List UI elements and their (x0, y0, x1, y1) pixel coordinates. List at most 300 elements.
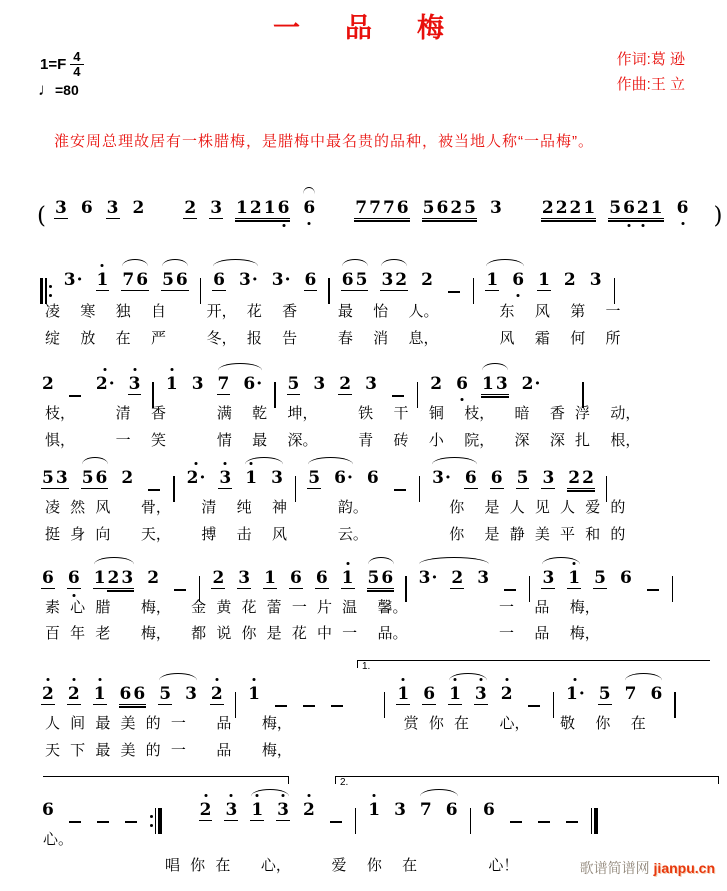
time-signature: $\frac{4}{4}$ (70, 50, 83, 80)
note-group (218, 468, 232, 489)
note-group (41, 800, 55, 820)
note: 2 (451, 568, 464, 588)
note-group (302, 198, 316, 218)
slur-arc (625, 673, 662, 682)
slur-arc (368, 557, 394, 566)
lyrics-line: 凌 寒 独 自 开， 花 香 最 怡 人。 东 风 第 一 (45, 303, 621, 320)
note: 5 (598, 684, 611, 704)
duration-dash (330, 821, 342, 823)
note: 1 (567, 568, 581, 589)
note: 3 (54, 198, 67, 218)
note: 3 (589, 270, 602, 290)
note: 2 · (186, 468, 207, 488)
lyrics-line: 天 下 最 美 的 一 品 梅， (45, 742, 292, 759)
augmentation-dot: · (284, 270, 291, 290)
note-group (209, 198, 223, 219)
note: 6 (133, 684, 146, 704)
note: 6 (483, 800, 495, 820)
note-group (490, 468, 504, 489)
augmentation-dot: · (108, 374, 115, 394)
note: 6 (175, 270, 188, 290)
note-group (420, 270, 434, 290)
duration-dash (647, 589, 659, 591)
note: 1 (538, 270, 550, 290)
notes-row (35, 186, 723, 232)
score-line (35, 556, 713, 642)
slur-arc (245, 457, 283, 466)
augmentation-dot: · (199, 468, 206, 488)
note-group (489, 198, 503, 218)
note-group (608, 198, 663, 219)
note: 3· (271, 270, 291, 290)
octave-dot-below (641, 224, 644, 227)
lyrics-line: 绽 放 在 严 冬， 报 告 春 消 息， 风 霜 何 所 (45, 330, 621, 347)
note: 5 (422, 198, 435, 218)
lyrics-line: 素 心 腊 梅， 金 黄 花 蕾 一 片 温 馨。 一 品 梅， (45, 599, 600, 616)
note: 6 (622, 198, 636, 219)
note: 5 (367, 568, 380, 588)
note-group (237, 568, 251, 589)
note-group (211, 568, 225, 589)
note: 6 (650, 684, 663, 704)
note: 2 (500, 684, 514, 704)
note: 2 (42, 374, 54, 394)
note: 1 (244, 468, 258, 488)
lyrics-line: 唱 你 在 心， 爱 你 在 心！ (165, 857, 519, 874)
note-group (81, 468, 109, 489)
note: 2 (636, 198, 650, 219)
note-group (341, 270, 369, 291)
duration-dash (125, 821, 137, 823)
note: 1 (96, 270, 110, 291)
slur-arc (308, 457, 353, 466)
note: 2 (339, 374, 352, 394)
slur-arc (420, 789, 458, 798)
tempo-value: =80 (55, 82, 79, 98)
barline (470, 808, 471, 834)
octave-dot-below (308, 222, 311, 225)
duration-dash (97, 821, 109, 823)
note-group (511, 270, 525, 290)
lyricist-credit: 作词:葛 逊 (616, 51, 685, 68)
note: 3 (121, 568, 134, 588)
note: 2 (41, 684, 55, 705)
lyrics-line: 挺 身 向 天， 搏 击 风 云。 你 是 静 美 平 和 的 (45, 526, 626, 543)
duration-dash (392, 395, 404, 397)
lyrics-line: 人 间 最 美 的 一 品 梅， 赏 你 在 心， 敬 你 在 (45, 715, 646, 732)
note: 2 (107, 568, 120, 588)
note-group (41, 568, 55, 589)
note: 6· (243, 374, 263, 394)
note-group (307, 468, 321, 489)
note-group (419, 800, 433, 820)
composer-credit: 作曲:王 立 (616, 75, 685, 93)
note: 1 (250, 800, 264, 821)
note: 1 (650, 198, 663, 218)
octave-dot-above (170, 368, 173, 371)
duration-dash (510, 821, 522, 823)
note-group (567, 568, 581, 589)
slur-arc (213, 259, 258, 268)
duration-dash (303, 705, 315, 707)
note: 1 (448, 684, 462, 705)
augmentation-dot: · (256, 374, 263, 394)
slur-arc (482, 363, 508, 372)
score-line (35, 660, 713, 759)
note: 2 (569, 198, 582, 218)
note: 2 (430, 374, 443, 394)
octave-dot-above (574, 678, 577, 681)
parenthesis: ( (37, 203, 46, 229)
note-group (396, 684, 410, 705)
note-group (158, 684, 172, 705)
note-group (364, 374, 378, 394)
note: 1 (165, 374, 179, 394)
note: 1 (396, 684, 410, 705)
note: 2 (121, 468, 134, 488)
duration-dash (69, 395, 81, 397)
note: 5 (594, 568, 606, 588)
augmentation-dot: · (346, 468, 353, 488)
note-group (250, 800, 264, 821)
note-group (482, 800, 496, 820)
note: 3 (542, 468, 555, 488)
note: 3 (185, 684, 197, 704)
duration-dash (538, 821, 550, 823)
note-group (271, 270, 292, 290)
note: 2 (132, 198, 145, 218)
octave-dot-above (204, 794, 207, 797)
note-group (93, 568, 135, 589)
note: 6 (436, 198, 449, 218)
note-group (481, 374, 509, 395)
slur-arc (162, 259, 188, 268)
final-barline (590, 808, 599, 834)
note-group (106, 198, 120, 219)
note-group (302, 800, 316, 820)
note: 1 (93, 684, 107, 705)
augmentation-dot: · (444, 468, 451, 488)
note: 3 (218, 468, 232, 489)
note-group (474, 684, 488, 705)
octave-dot-above (133, 368, 136, 371)
note: 5 (464, 198, 477, 218)
octave-dot-above (307, 794, 310, 797)
note: 7 (382, 198, 395, 218)
note-group (341, 568, 355, 589)
notes-row (35, 258, 713, 304)
note-group (96, 270, 110, 291)
lyrics-line: 凌 然 风 骨， 清 纯 神 韵。 你 是 人 见 人 爱 的 (45, 499, 626, 516)
note-group (80, 198, 94, 218)
note: 3 (490, 198, 502, 218)
note-group (598, 684, 612, 705)
note: 3 (542, 568, 555, 588)
note-group (589, 270, 603, 290)
note: 1 (264, 568, 276, 588)
note: 3 (381, 270, 394, 290)
note: 6 (289, 568, 302, 588)
octave-dot-above (224, 462, 227, 465)
ending-bracket (43, 776, 289, 784)
note-group (521, 374, 542, 394)
lyrics-line: 惧， 一 笑 情 最 深。 青 砖 小 院， 深 深 扎 根， (45, 432, 641, 449)
note-group (333, 468, 354, 488)
note: 6 (676, 198, 690, 218)
note: 5 (308, 468, 321, 488)
note: 6 (136, 270, 149, 290)
note: 6 (67, 568, 81, 589)
slur-arc (82, 457, 108, 466)
octave-dot-below (461, 398, 464, 401)
note: 3 (276, 800, 290, 821)
slur-arc (94, 557, 134, 566)
note: 6 (423, 684, 436, 704)
note-group (146, 568, 160, 588)
octave-dot-above (230, 794, 233, 797)
barline (672, 576, 673, 602)
note: 2 (450, 198, 463, 218)
score-line (35, 362, 713, 449)
octave-dot-above (253, 678, 256, 681)
note: 1 (263, 198, 276, 218)
note: 3 (128, 374, 142, 395)
note-group (199, 800, 213, 821)
watermark-domain: jianpu.cn (653, 860, 715, 876)
octave-dot-below (517, 294, 520, 297)
note-group (393, 800, 407, 820)
barline (674, 692, 675, 718)
note: 6 (445, 800, 458, 820)
note: 6 (80, 198, 93, 218)
note-group (593, 568, 607, 589)
note-group (132, 198, 146, 218)
note: 2 (395, 270, 408, 290)
slur-arc (432, 457, 477, 466)
note-group (422, 684, 436, 705)
note: 2 (184, 198, 197, 218)
score-line (35, 258, 713, 347)
note-group (431, 468, 452, 488)
note: 7 (217, 374, 230, 394)
note: 7 (624, 684, 637, 704)
spacer (547, 374, 577, 375)
note: 3 (477, 568, 490, 588)
note-group (455, 374, 469, 394)
note-group (165, 374, 179, 394)
note-group (516, 468, 530, 489)
barline (355, 808, 356, 834)
note: 5 (516, 468, 529, 488)
note: 6 (381, 568, 394, 588)
note-group (563, 270, 577, 290)
augmentation-dot: · (76, 270, 83, 290)
note: 6 (464, 468, 477, 488)
note: 1 (93, 568, 106, 588)
note: 6 (366, 468, 379, 488)
note-group (184, 684, 198, 704)
notes-row (35, 788, 713, 834)
lyrics-line: 枝， 清 香 满 乾 坤， 铁 干 铜 枝， 暗 香 浮 动， (45, 405, 641, 422)
note-group (93, 684, 107, 705)
note-group (448, 684, 462, 705)
spacer (351, 684, 379, 685)
note-group (485, 270, 499, 291)
note: 2 (568, 468, 581, 488)
note-group (119, 684, 147, 705)
note: 2 · (95, 374, 116, 394)
duration-dash (504, 589, 516, 591)
note: 3 (313, 374, 326, 394)
note: 3 (224, 800, 238, 821)
note: 2 (199, 800, 213, 821)
note-group (500, 684, 514, 704)
note: 6 (511, 270, 525, 290)
note: 2· (521, 374, 541, 394)
note: 6 (490, 468, 503, 488)
slur-arc (542, 557, 580, 566)
note: 2 (210, 684, 224, 705)
note-group (541, 468, 555, 489)
note-group (263, 568, 277, 589)
note: 5 (609, 198, 622, 218)
note-group (619, 568, 633, 588)
augmentation-dot: · (578, 684, 585, 704)
note-group (247, 684, 261, 704)
note-group (121, 270, 149, 291)
note: 6 (304, 270, 317, 290)
note-group (537, 270, 551, 291)
note-group (380, 270, 408, 291)
note-group (418, 568, 439, 588)
note: 2 (563, 270, 576, 290)
note-group (354, 198, 409, 219)
octave-dot-below (681, 222, 684, 225)
spacer (167, 800, 193, 801)
note: 2 (302, 800, 316, 820)
duration-dash (448, 291, 460, 293)
octave-dot-above (505, 678, 508, 681)
octave-dot-above (215, 678, 218, 681)
note: 7 (355, 198, 368, 218)
note: 3 (365, 374, 377, 394)
key-label: 1=F (40, 55, 67, 73)
slur-arc (381, 259, 407, 268)
note-group (476, 568, 490, 588)
note-group (338, 374, 352, 395)
note: 2 (67, 684, 81, 705)
score-line (35, 456, 713, 543)
note-group (312, 374, 326, 394)
duration-dash (394, 489, 406, 491)
note-group (41, 374, 55, 394)
note: 6 (277, 198, 291, 219)
duration-dash (174, 589, 186, 591)
note: 5 (287, 374, 300, 394)
note-group (315, 568, 329, 589)
augmentation-dot: · (431, 568, 438, 588)
note: 2 (582, 468, 594, 488)
note: 3 (271, 468, 283, 488)
note: 1 (481, 374, 494, 394)
note: 2 (541, 198, 554, 218)
parenthesis: ) (713, 203, 723, 229)
note-group (242, 374, 263, 394)
octave-dot-above (402, 678, 405, 681)
ending-label: 1. (362, 661, 371, 672)
note: 1 (341, 568, 355, 589)
note: 6 (95, 468, 108, 488)
note-group (41, 468, 69, 489)
note: 6 (213, 270, 225, 290)
note-group (649, 684, 663, 704)
note-group (276, 800, 290, 821)
duration-dash (528, 705, 540, 707)
slur-arc (122, 259, 148, 268)
tempo-marking (38, 80, 79, 100)
note-group (120, 468, 134, 488)
augmentation-dot: · (534, 374, 541, 394)
note-group (183, 198, 197, 219)
note: 5 (42, 468, 54, 488)
note-group (541, 198, 596, 219)
lyrics-line: 心。 (43, 831, 74, 848)
note-group (422, 198, 477, 219)
note-group (445, 800, 459, 820)
note: 3· (418, 568, 438, 588)
note-group (304, 270, 318, 291)
note: 1 (486, 270, 499, 290)
duration-dash (275, 705, 287, 707)
note-group (565, 684, 586, 704)
note: 2 (212, 568, 225, 588)
note-group (450, 568, 464, 589)
octave-dot-above (72, 678, 75, 681)
slur-arc (486, 259, 524, 268)
note-group (567, 468, 595, 489)
note-group (210, 684, 224, 705)
note: 3 (474, 684, 488, 705)
note: 3· (239, 270, 258, 290)
slur-arc (449, 673, 487, 682)
note: 6 (315, 568, 328, 588)
duration-dash (331, 705, 343, 707)
augmentation-dot: · (251, 270, 258, 290)
note: 1 (583, 198, 596, 218)
note: 2 (555, 198, 568, 218)
note-group (429, 374, 443, 394)
key-signature (40, 50, 84, 80)
note: 3 (106, 198, 119, 218)
note: 5 (162, 270, 174, 290)
note: 6 (455, 374, 469, 394)
note-group (54, 198, 68, 219)
note-group (212, 270, 226, 291)
note-group (366, 468, 380, 488)
note-group (367, 568, 395, 589)
note: 3· (432, 468, 451, 488)
note: 3 (394, 800, 406, 820)
score-line (35, 186, 723, 232)
note-group (63, 270, 84, 290)
note: 7 (369, 198, 381, 218)
note: 6 (619, 568, 632, 588)
note-group (624, 684, 638, 704)
note-group (235, 198, 290, 219)
repeat-end-barline (149, 808, 163, 834)
octave-dot-above (346, 562, 349, 565)
note: 5 (159, 684, 172, 704)
